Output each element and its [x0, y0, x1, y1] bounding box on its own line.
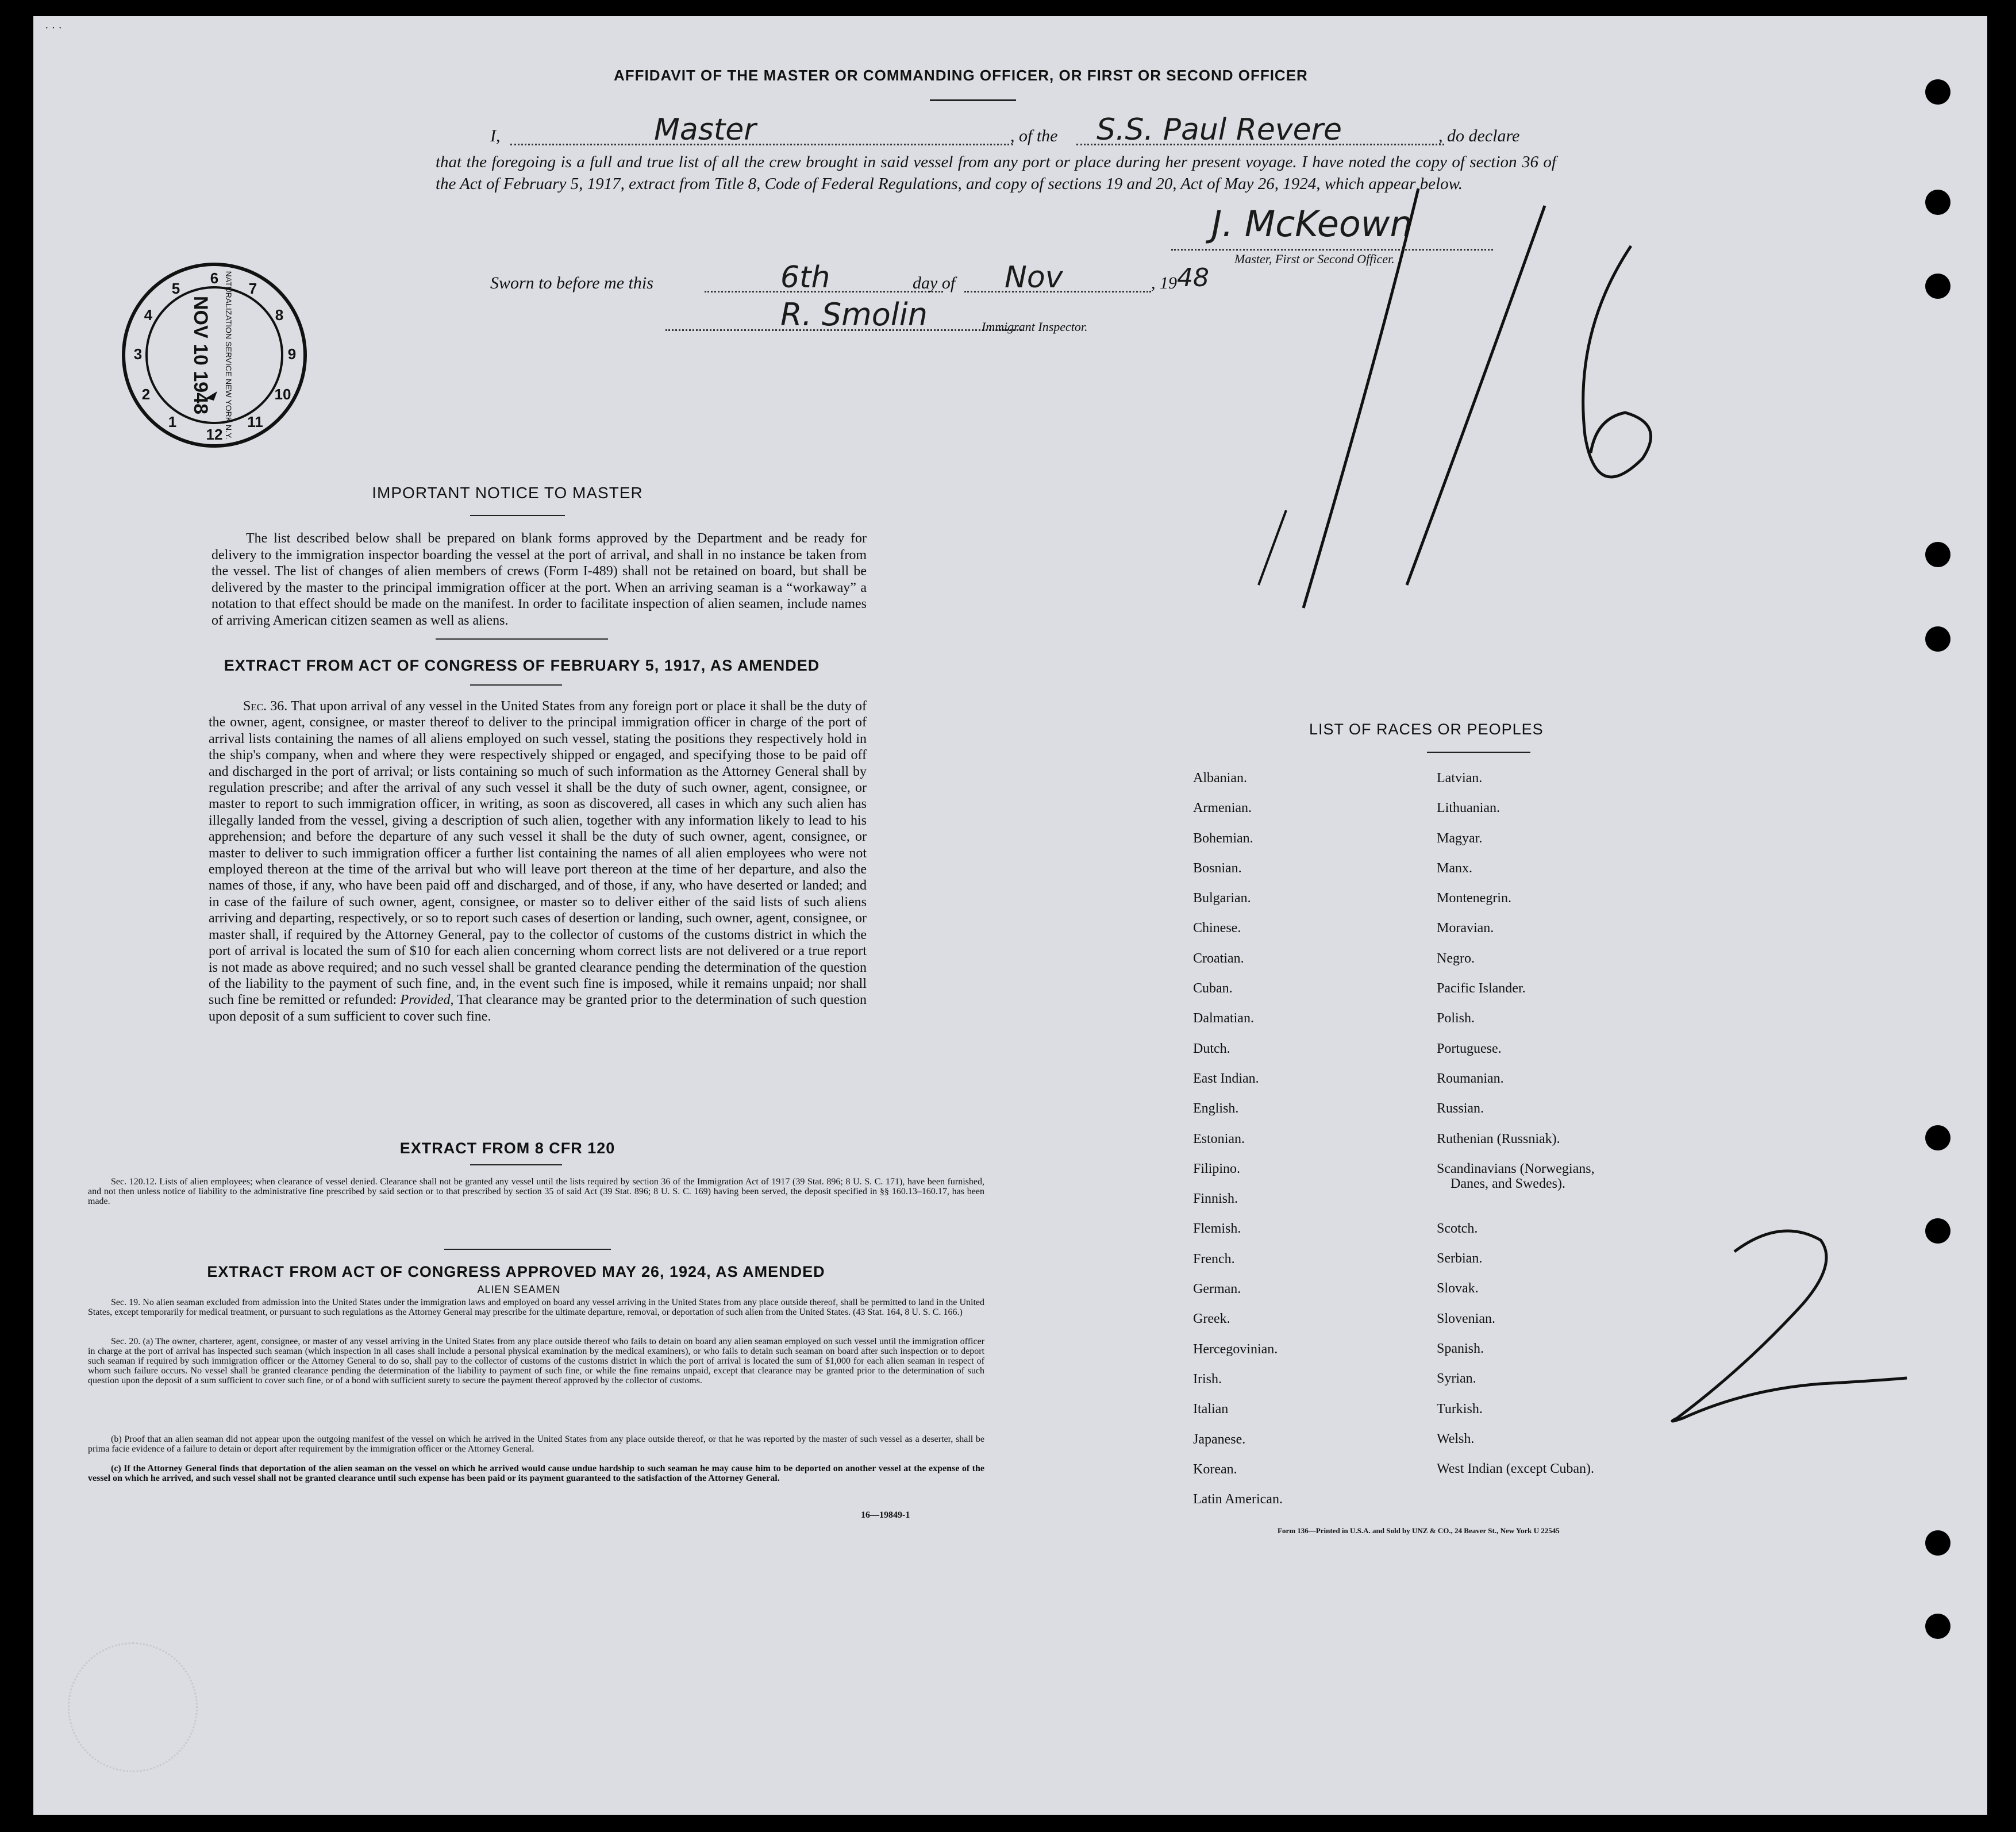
affidavit-title-rule [930, 99, 1016, 101]
race-item: Magyar. [1437, 830, 1483, 846]
extract-1924-sec20c: (c) If the Attorney General finds that deportation of the alien seaman on the vessel on which he arrived would cause undue hardship to such seaman he may cause him to be deported on another vessel at the expense of the vessel on which he arrived, and such vessel shall not be granted clearance until such expense has been paid or its payment guaranteed to the satisfaction of the Attorney General. [88, 1464, 984, 1483]
race-item: Lithuanian. [1437, 800, 1500, 816]
race-item: Turkish. [1437, 1401, 1483, 1417]
document-page [33, 16, 1987, 1815]
race-item: Polish. [1437, 1011, 1475, 1026]
extract-1924-sec20b: (b) Proof that an alien seaman did not appear upon the outgoing manifest of the vessel on which he arrived in the United States from any place outside thereof, or that he was reported by the master of such vessel as a deserter, shall be prima facie evidence of a failure to detain or deport after requirement by the immigration officer or the Attorney General. [88, 1434, 984, 1454]
sec-36-text-cont: That clearance may be granted prior to the determination of such question upon deposit of a sum sufficient to cover such fine. [209, 992, 867, 1024]
stamp-ring-number: 8 [275, 306, 284, 324]
top-specks: · · · [45, 22, 62, 34]
form-code: 16—19849-1 [861, 1510, 910, 1520]
inspector-dotted-line [665, 329, 1022, 331]
handwritten-day: 6th [780, 260, 830, 295]
race-item: Flemish. [1193, 1221, 1241, 1237]
race-item: Finnish. [1193, 1191, 1238, 1207]
race-item: Dutch. [1193, 1041, 1230, 1056]
races-left-column [1193, 763, 1283, 1514]
punch-hole [1925, 542, 1950, 567]
stamp-ring-number: 11 [247, 413, 263, 430]
stamp-date: NOV 10 1948 [190, 295, 211, 415]
stamp-ring-number: 7 [248, 280, 257, 297]
handwritten-name: Master [654, 113, 756, 147]
race-item: Negro. [1437, 950, 1475, 966]
stamp-ring-number: 12 [206, 426, 223, 443]
declare-label: , do declare [1438, 126, 1520, 145]
race-item: Scotch. [1437, 1221, 1478, 1236]
stamp-ring-number: 6 [210, 270, 219, 287]
handwritten-vessel: S.S. Paul Revere [1097, 113, 1342, 147]
extract-1917-rule [470, 684, 562, 686]
punch-hole [1925, 626, 1950, 652]
handwritten-inspector: R. Smolin [780, 297, 928, 333]
extract-1917-title: EXTRACT FROM ACT OF CONGRESS OF FEBRUARY 5, 1917, AS AMENDED [224, 657, 820, 674]
stamp-ring-number: 2 [141, 386, 151, 403]
race-item: West Indian (except Cuban). [1437, 1461, 1594, 1477]
race-item: Chinese. [1193, 921, 1241, 936]
race-item: Greek. [1193, 1311, 1230, 1327]
extract-cfr-separator [444, 1249, 611, 1250]
race-item: Dalmatian. [1193, 1011, 1254, 1026]
provided-label: Provided, [400, 992, 454, 1008]
race-item: Cuban. [1193, 981, 1233, 996]
race-item: Albanian. [1193, 771, 1247, 786]
race-item: Slovak. [1437, 1281, 1479, 1296]
stamp-ring-number: 3 [133, 345, 143, 363]
extract-cfr-rule [470, 1164, 562, 1165]
extract-1924-title: EXTRACT FROM ACT OF CONGRESS APPROVED MAY 26, 1924, AS AMENDED [207, 1263, 825, 1280]
race-item: Roumanian. [1437, 1071, 1504, 1086]
race-item: Filipino. [1193, 1161, 1241, 1176]
extract-1924-sec19: Sec. 19. No alien seaman excluded from admission into the United States under the immigration laws and employed on board any vessel arriving in the United States from any place outside thereof, shall be permitted to land in the United States, except temporarily for medical treatment, or pursuant to such regulations as the Attorney General may prescribe for the ultimate departure, removal, or deportation of such alien from the United States. (43 Stat. 164, 8 U. S. C. 166.) [88, 1298, 984, 1317]
notice-separator [436, 638, 608, 640]
race-item: Montenegrin. [1437, 891, 1511, 906]
notice-title-rule [470, 515, 565, 516]
stamp-ring-number: 5 [171, 280, 180, 297]
race-item: Japanese. [1193, 1431, 1246, 1447]
stamp-inner-text: NATURALIZATION SERVICE NEW YORK N.Y. [224, 271, 233, 440]
year-prefix: , 19 [1151, 274, 1177, 292]
sworn-label: Sworn to before me this [490, 274, 653, 292]
affidavit-i-label: I, [490, 126, 501, 145]
race-item: Portuguese. [1437, 1041, 1502, 1056]
stamp-ring-number: 9 [287, 345, 297, 363]
extract-cfr-title: EXTRACT FROM 8 CFR 120 [399, 1140, 615, 1157]
race-item: Irish. [1193, 1371, 1222, 1387]
faint-stamp-ghost [68, 1642, 198, 1772]
races-title: LIST OF RACES OR PEOPLES [1309, 721, 1544, 738]
race-item: Bulgarian. [1193, 891, 1251, 906]
punch-hole [1925, 1530, 1950, 1556]
stamp-ring-number: 10 [274, 386, 291, 403]
stamp-ring-number: 4 [144, 306, 153, 324]
affidavit-body: that the foregoing is a full and true list of all the crew brought in said vessel from any port or place during her present voyage. I have noted the copy of section 36 of the Act of February 5, 1917, extract from Title 8, Code of Federal Regulations, and copy of sections 19 and 20, Act of May 26, 1924, which appear below. [436, 153, 1556, 193]
race-item: English. [1193, 1101, 1239, 1117]
race-item: Moravian. [1437, 921, 1494, 936]
notice-text: The list described below shall be prepared on blank forms approved by the Department and be ready for delivery to the immigration inspector boarding the vessel at the port of arrival, and shall in no instance be taken from the vessel. The list of changes of alien members of crews (Form I-489) shall not be retained on board, but shall be delivered by the master to the principal immigration officer at the port. When an arriving seaman is a “workaway” a notation to that effect should be made on the manifest. In order to facilitate inspection of alien seamen, include names of arriving American citizen seamen as well as aliens. [211, 531, 867, 628]
master-label: Master, First or Second Officer. [1234, 252, 1395, 266]
race-item: Pacific Islander. [1437, 981, 1526, 996]
race-item: Bosnian. [1193, 860, 1242, 876]
race-item: Armenian. [1193, 800, 1252, 816]
affidavit-title: AFFIDAVIT OF THE MASTER OR COMMANDING OFFICER, OR FIRST OR SECOND OFFICER [614, 67, 1308, 84]
punch-hole [1925, 1218, 1950, 1244]
punch-hole [1925, 274, 1950, 299]
sec-36-text: That upon arrival of any vessel in the United States from any foreign port or place it shall be the duty of the owner, agent, consignee, or master thereof to deliver to the principal immigration officer in charge of the port of arrival lists containing the names of all aliens employed on such vessel, stating the positions they respectively hold in the ship's company, when and where they were respectively shipped or engaged, and specifying those to be paid off and discharged in the port of arrival; or lists containing so much of such information as the Attorney General shall by regulation prescribe; and after the arrival of any such vessel it shall be the duty of such owner, agent, consignee, or master to report to such immigration officer, in writing, as soon as discovered, all cases in which any such alien has illegally landed from the vessel, giving a description of such alien, together with any information likely to lead to his apprehension; and before the departure of any such vessel it shall be the duty of such owner, agent, consignee, or master to deliver to such immigration officer a further list containing the names of all alien employees who were not employed thereon at the time of the arrival but who will leave port thereon at the time of her departure, and also the names of those, if any, who have been paid off and discharged, and of those, if any, who have deserted or landed; and in case of the failure of such owner, agent, consignee, or master so to deliver either of the said lists of such aliens arriving and departing, respectively, or so to report such cases of desertion or landing, such owner, agent, consignee, or master shall, if required by the Attorney General, pay to the collector of customs of the customs district in which the port of arrival is located the sum of $10 for each alien concerning whom correct lists are not delivered or a true report is not made as above required; and no such vessel shall be granted clearance pending the determination of the question of the liability to the payment of such fine, and, in the event such fine is imposed, while it remains unpaid; nor shall such fine be remitted or refunded: [209, 699, 867, 1008]
race-item: Spanish. [1437, 1341, 1484, 1357]
race-item: Slovenian. [1437, 1311, 1495, 1326]
of-the-label: , of the [1010, 126, 1058, 145]
stamp-ring-number: 1 [168, 413, 177, 430]
race-item: Russian. [1437, 1101, 1484, 1117]
inspector-label: Immigrant Inspector. [982, 320, 1088, 334]
race-item: Serbian. [1437, 1251, 1483, 1267]
race-item: Ruthenian (Russniak). [1437, 1131, 1560, 1146]
punch-hole [1925, 1614, 1950, 1639]
printer-footer: Form 136—Printed in U.S.A. and Sold by UNZ & CO., 24 Beaver St., New York U 22545 [1278, 1526, 1560, 1535]
race-item: East Indian. [1193, 1071, 1259, 1086]
punch-hole [1925, 1125, 1950, 1150]
sec-36-label: Sec. 36. [243, 699, 288, 714]
punch-hole [1925, 190, 1950, 215]
race-item: Latin American. [1193, 1492, 1283, 1507]
races-right-column [1437, 763, 1595, 1484]
race-item: German. [1193, 1281, 1241, 1297]
race-item: Syrian. [1437, 1371, 1476, 1387]
day-of-label: day of [913, 274, 956, 292]
punch-hole [1925, 79, 1950, 105]
race-item: Hercegovinian. [1193, 1341, 1278, 1357]
notice-title: IMPORTANT NOTICE TO MASTER [372, 484, 643, 502]
race-item: Welsh. [1437, 1431, 1475, 1446]
handwritten-signature: J. McKeown [1211, 203, 1413, 245]
extract-1924-sec20a: Sec. 20. (a) The owner, charterer, agent, consignee, or master of any vessel arriving in the United States from any place outside thereof who fails to detain on board any alien seaman employed on such vessel until the immigration officer in charge at the port of arrival has inspected such seaman (which inspection in all cases shall include a personal physical examination by the medical examiners), or who fails to detain such seaman on board after such inspection or to deport such seaman if required by such immigration officer or the Attorney General to do so, shall pay to the collector of customs of the customs district in which the port of arrival is located the sum of $1,000 for each alien seaman in respect of whom such failure occurs. No vessel shall be granted clearance pending the determination of the liability to payment of such fine, or while the fine remains unpaid, except that clearance may be granted prior to the determination of such question upon the deposit of a sum sufficient to cover such fine, or of a bond with sufficient surety to secure the payment thereof approved by the collector of customs. [88, 1337, 984, 1385]
race-item: Bohemian. [1193, 830, 1253, 846]
handwritten-year: 48 [1177, 263, 1209, 292]
race-item: Croatian. [1193, 950, 1244, 966]
races-title-rule [1427, 752, 1530, 753]
race-item: Italian [1193, 1402, 1229, 1417]
race-item: Manx. [1437, 860, 1472, 876]
extract-cfr-text: Sec. 120.12. Lists of alien employees; when clearance of vessel denied. Clearance shall not be granted any vessel until the lists required by section 36 of the Immigration Act of 1917 (39 Stat. 896; 8 U. S. C. 171), have been furnished, and not then unless notice of liability to the administrative fine prescribed by said section or to that prescribed by section 35 of said Act (39 Stat. 896; 8 U. S. C. 169) having been served, the deposit specified in §§ 160.13–160.17, has been made. [88, 1177, 984, 1206]
alien-seamen-subtitle: ALIEN SEAMEN [477, 1284, 561, 1295]
handwritten-116 [1252, 183, 1654, 619]
date-stamp [120, 260, 309, 450]
race-item: Latvian. [1437, 771, 1483, 786]
race-item: Korean. [1193, 1461, 1237, 1477]
handwritten-page-2 [1631, 1217, 1918, 1435]
name-dotted-line [510, 144, 1013, 145]
race-item: Scandinavians (Norwegians, Danes, and Swedes). [1437, 1161, 1595, 1191]
race-item: Estonian. [1193, 1131, 1245, 1146]
handwritten-month: Nov [1005, 260, 1063, 295]
race-item: French. [1193, 1251, 1235, 1267]
extract-1917-text [209, 698, 867, 1025]
